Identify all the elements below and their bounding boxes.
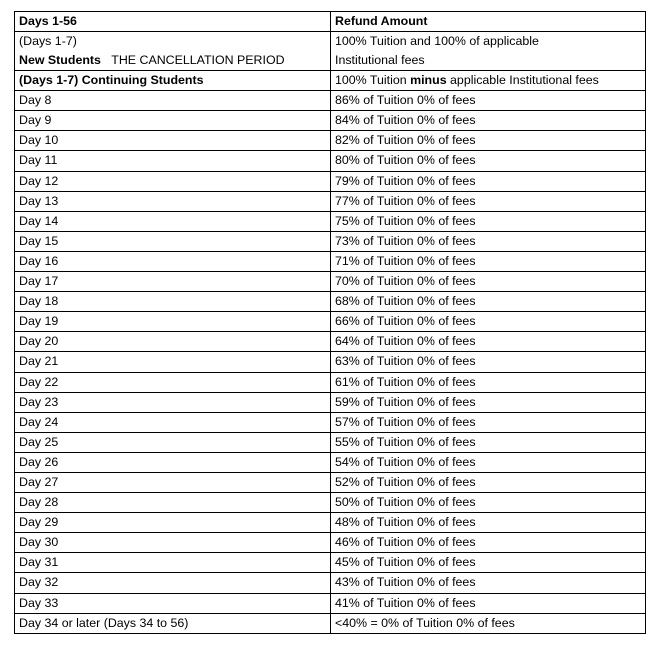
refund-cell: 82% of Tuition 0% of fees bbox=[331, 131, 646, 151]
cancellation-days-cell bbox=[15, 32, 331, 71]
day-cell: Day 9 bbox=[15, 111, 331, 131]
day-cell: Day 22 bbox=[15, 372, 331, 392]
day-cell: Day 11 bbox=[15, 151, 331, 171]
continuing-days-prefix: (Days 1-7) bbox=[19, 73, 79, 88]
day-cell: Day 15 bbox=[15, 231, 331, 251]
table-row bbox=[15, 131, 646, 151]
table-row bbox=[15, 553, 646, 573]
table-row bbox=[15, 392, 646, 412]
table-row bbox=[15, 171, 646, 191]
last-row bbox=[15, 613, 646, 633]
last-refund-cell: <40% = 0% of Tuition 0% of fees bbox=[331, 613, 646, 633]
day-cell: Day 13 bbox=[15, 191, 331, 211]
refund-cell: 57% of Tuition 0% of fees bbox=[331, 412, 646, 432]
continuing-row bbox=[15, 71, 646, 91]
new-students-label: New Students bbox=[19, 53, 101, 68]
table-row bbox=[15, 312, 646, 332]
day-cell: Day 20 bbox=[15, 332, 331, 352]
continuing-days-cell bbox=[15, 71, 331, 91]
refund-cell: 63% of Tuition 0% of fees bbox=[331, 352, 646, 372]
day-cell: Day 30 bbox=[15, 533, 331, 553]
refund-cell: 68% of Tuition 0% of fees bbox=[331, 292, 646, 312]
day-cell: Day 33 bbox=[15, 593, 331, 613]
refund-cell: 64% of Tuition 0% of fees bbox=[331, 332, 646, 352]
day-cell: Day 27 bbox=[15, 472, 331, 492]
day-cell: Day 19 bbox=[15, 312, 331, 332]
day-cell: Day 18 bbox=[15, 292, 331, 312]
table-row bbox=[15, 231, 646, 251]
continuing-students-label: Continuing Students bbox=[81, 73, 204, 88]
refund-cell: 75% of Tuition 0% of fees bbox=[331, 211, 646, 231]
table-row bbox=[15, 472, 646, 492]
table-row bbox=[15, 292, 646, 312]
day-cell: Day 12 bbox=[15, 171, 331, 191]
refund-cell: 71% of Tuition 0% of fees bbox=[331, 251, 646, 271]
table-row bbox=[15, 432, 646, 452]
day-cell: Day 17 bbox=[15, 272, 331, 292]
refund-cell: 48% of Tuition 0% of fees bbox=[331, 513, 646, 533]
day-cell: Day 10 bbox=[15, 131, 331, 151]
table-row bbox=[15, 191, 646, 211]
table-row bbox=[15, 452, 646, 472]
refund-cell: 45% of Tuition 0% of fees bbox=[331, 553, 646, 573]
refund-cell: 43% of Tuition 0% of fees bbox=[331, 573, 646, 593]
table-row bbox=[15, 573, 646, 593]
header-days: Days 1-56 bbox=[15, 12, 331, 32]
cancellation-period-label: THE CANCELLATION PERIOD bbox=[111, 53, 285, 68]
refund-cell: 54% of Tuition 0% of fees bbox=[331, 452, 646, 472]
refund-cell: 70% of Tuition 0% of fees bbox=[331, 272, 646, 292]
refund-schedule-table bbox=[14, 11, 646, 634]
cancellation-refund-line2: Institutional fees bbox=[335, 53, 425, 68]
day-cell: Day 16 bbox=[15, 251, 331, 271]
table-row bbox=[15, 493, 646, 513]
table-row bbox=[15, 513, 646, 533]
refund-cell: 80% of Tuition 0% of fees bbox=[331, 151, 646, 171]
day-cell: Day 14 bbox=[15, 211, 331, 231]
day-cell: Day 21 bbox=[15, 352, 331, 372]
refund-cell: 41% of Tuition 0% of fees bbox=[331, 593, 646, 613]
table-row bbox=[15, 352, 646, 372]
refund-cell: 52% of Tuition 0% of fees bbox=[331, 472, 646, 492]
table-row bbox=[15, 151, 646, 171]
refund-cell: 86% of Tuition 0% of fees bbox=[331, 91, 646, 111]
refund-table-body bbox=[15, 12, 646, 634]
day-cell: Day 29 bbox=[15, 513, 331, 533]
table-row bbox=[15, 412, 646, 432]
continuing-refund-cell bbox=[331, 71, 646, 91]
day-cell: Day 32 bbox=[15, 573, 331, 593]
table-row bbox=[15, 533, 646, 553]
refund-cell: 77% of Tuition 0% of fees bbox=[331, 191, 646, 211]
refund-cell: 73% of Tuition 0% of fees bbox=[331, 231, 646, 251]
day-cell: Day 8 bbox=[15, 91, 331, 111]
last-day-cell: Day 34 or later (Days 34 to 56) bbox=[15, 613, 331, 633]
continuing-refund-minus: minus bbox=[410, 73, 447, 88]
cancellation-refund-line1: 100% Tuition and 100% of applicable bbox=[335, 34, 539, 49]
refund-cell: 79% of Tuition 0% of fees bbox=[331, 171, 646, 191]
continuing-refund-a: 100% Tuition bbox=[335, 73, 411, 88]
cancellation-days: (Days 1-7) bbox=[19, 34, 77, 49]
cancellation-row bbox=[15, 32, 646, 71]
day-cell: Day 28 bbox=[15, 493, 331, 513]
day-cell: Day 26 bbox=[15, 452, 331, 472]
table-row bbox=[15, 251, 646, 271]
refund-cell: 66% of Tuition 0% of fees bbox=[331, 312, 646, 332]
refund-cell: 61% of Tuition 0% of fees bbox=[331, 372, 646, 392]
table-row bbox=[15, 111, 646, 131]
continuing-refund-b: applicable Institutional fees bbox=[446, 73, 599, 88]
cancellation-refund-cell bbox=[331, 32, 646, 71]
table-row bbox=[15, 272, 646, 292]
day-cell: Day 25 bbox=[15, 432, 331, 452]
table-row bbox=[15, 332, 646, 352]
header-row bbox=[15, 12, 646, 32]
day-cell: Day 31 bbox=[15, 553, 331, 573]
table-row bbox=[15, 372, 646, 392]
day-cell: Day 23 bbox=[15, 392, 331, 412]
refund-cell: 46% of Tuition 0% of fees bbox=[331, 533, 646, 553]
header-refund-amount: Refund Amount bbox=[331, 12, 646, 32]
refund-cell: 50% of Tuition 0% of fees bbox=[331, 493, 646, 513]
table-row bbox=[15, 593, 646, 613]
table-row bbox=[15, 91, 646, 111]
day-cell: Day 24 bbox=[15, 412, 331, 432]
refund-cell: 55% of Tuition 0% of fees bbox=[331, 432, 646, 452]
refund-cell: 84% of Tuition 0% of fees bbox=[331, 111, 646, 131]
table-row bbox=[15, 211, 646, 231]
refund-cell: 59% of Tuition 0% of fees bbox=[331, 392, 646, 412]
